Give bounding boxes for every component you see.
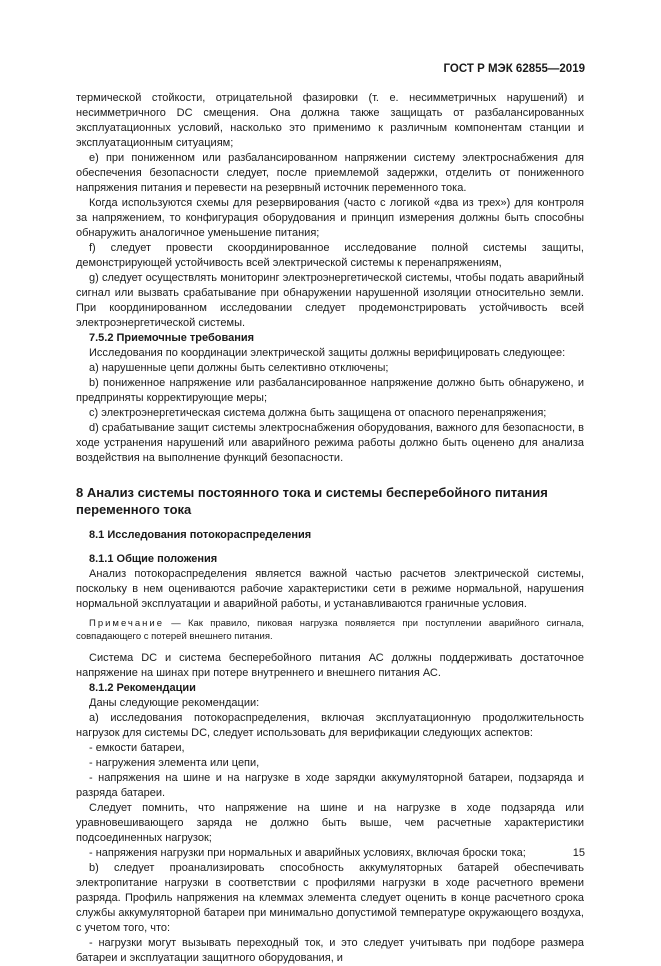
list-item: - напряжения на шине и на нагрузке в ходе зарядки аккумуляторной батареи, подзаряда и разряда батареи.: [76, 772, 584, 799]
note-label: Примечание: [89, 618, 164, 629]
list-item: - емкости батареи,: [89, 742, 185, 754]
list-item: b) следует проанализировать способность аккумуляторных батарей обеспечивать электропитание нагрузки в соответствии с профилями нагрузки в ходе расчетного времени разряда. Профиль напряжения на клеммах элемента следует оценить в конце расчетного срока службы аккумуляторной батареи при минимально допустимой температуре окружающего воздуха, с учетом того, что:: [76, 862, 584, 934]
document-header: ГОСТ Р МЭК 62855—2019: [443, 63, 585, 75]
list-item: - напряжения нагрузки при нормальных и аварийных условиях, включая броски тока;: [89, 847, 526, 859]
paragraph: Следует помнить, что напряжение на шине и на нагрузке в ходе подзаряда или уравновешивающего заряда не должно быть выше, чем расчетные характеристики подсоединенных нагрузок;: [76, 802, 584, 844]
paragraph: g) следует осуществлять мониторинг электроэнергетической системы, чтобы подать аварийный сигнал или вызвать срабатывание при обнаружении нарушенной изоляции относительно земли. При координированном исследовании следует продемонстрировать устойчивость всей электроэнергетической системы.: [76, 272, 584, 329]
section-heading-8-1-1: 8.1.1 Общие положения: [89, 553, 218, 565]
section-heading-8: 8 Анализ системы постоянного тока и системы бесперебойного питания переменного тока: [76, 485, 548, 517]
paragraph: Даны следующие рекомендации:: [89, 697, 260, 709]
paragraph: Анализ потокораспределения является важной частью расчетов электрической системы, поскольку в нем оцениваются рабочие характеристики сети в режиме нормальной, нарушения нормальной эксплуатации и аварийной работы, и устанавливаются граничные условия.: [76, 568, 584, 610]
list-item: b) пониженное напряжение или разбалансированное напряжение должно быть обнаружено, и предприняты корректирующие меры;: [76, 377, 584, 404]
list-item: a) нарушенные цепи должны быть селективно отключены;: [89, 362, 389, 374]
paragraph: Система DC и система бесперебойного питания АС должны поддерживать достаточное напряжение на шинах при потере внутреннего и внешнего питания АС.: [76, 652, 584, 679]
document-body: [76, 91, 584, 966]
list-item: - нагрузки могут вызывать переходный ток, и это следует учитывать при подборе размера батареи и эксплуатации защитного оборудования, и: [76, 937, 584, 964]
paragraph: Когда используются схемы для резервирования (часто с логикой «два из трех») для контроля за напряжением, то конфигурация оборудования и принцип измерения должны быть способны обнаружить аналогичное уменьшение питания;: [76, 197, 584, 239]
section-heading-7-5-2: 7.5.2 Приемочные требования: [89, 332, 255, 344]
section-heading-8-1-2: 8.1.2 Рекомендации: [89, 682, 196, 694]
list-item: a) исследования потокораспределения, включая эксплуатационную продолжительность нагрузок для системы DC, следует использовать для верификации следующих аспектов:: [76, 712, 584, 739]
list-item: c) электроэнергетическая система должна быть защищена от опасного перенапряжения;: [89, 407, 547, 419]
page-number: 15: [572, 847, 585, 859]
paragraph: f) следует провести скоординированное исследование полной системы защиты, демонстрирующей устойчивость всей электрической системы к перенапряжениям,: [76, 242, 584, 269]
section-heading-8-1: 8.1 Исследования потокораспределения: [89, 529, 312, 541]
paragraph: e) при пониженном или разбалансированном напряжении систему электроснабжения для обеспечения безопасности следует, после приемлемой задержки, отделить от пониженного напряжения питания и перевести на резервный источник переменного тока.: [76, 152, 584, 194]
list-item: - нагружения элемента или цепи,: [89, 757, 260, 769]
list-item: d) срабатывание защит системы электроснабжения оборудования, важного для безопасности, в ходе устранения нарушений или аварийного режима работы должно быть оценено для анализа воздействия на выполнение функций безопасности.: [76, 422, 584, 464]
note: [76, 617, 584, 643]
paragraph: термической стойкости, отрицательной фазировки (т. е. несимметричных нарушений) и несимметричного DC смещения. Она должна также защищать от разбалансированных эксплуатационных условий, насколько это применимо к различным компонентам станции и эксплуатационным ситуациям;: [76, 92, 584, 149]
note-text: — Как правило, пиковая нагрузка появляется при поступлении аварийного сигнала, совпадающего с потерей внешнего питания.: [76, 618, 584, 642]
paragraph: Исследования по координации электрической защиты должны верифицировать следующее:: [89, 347, 566, 359]
